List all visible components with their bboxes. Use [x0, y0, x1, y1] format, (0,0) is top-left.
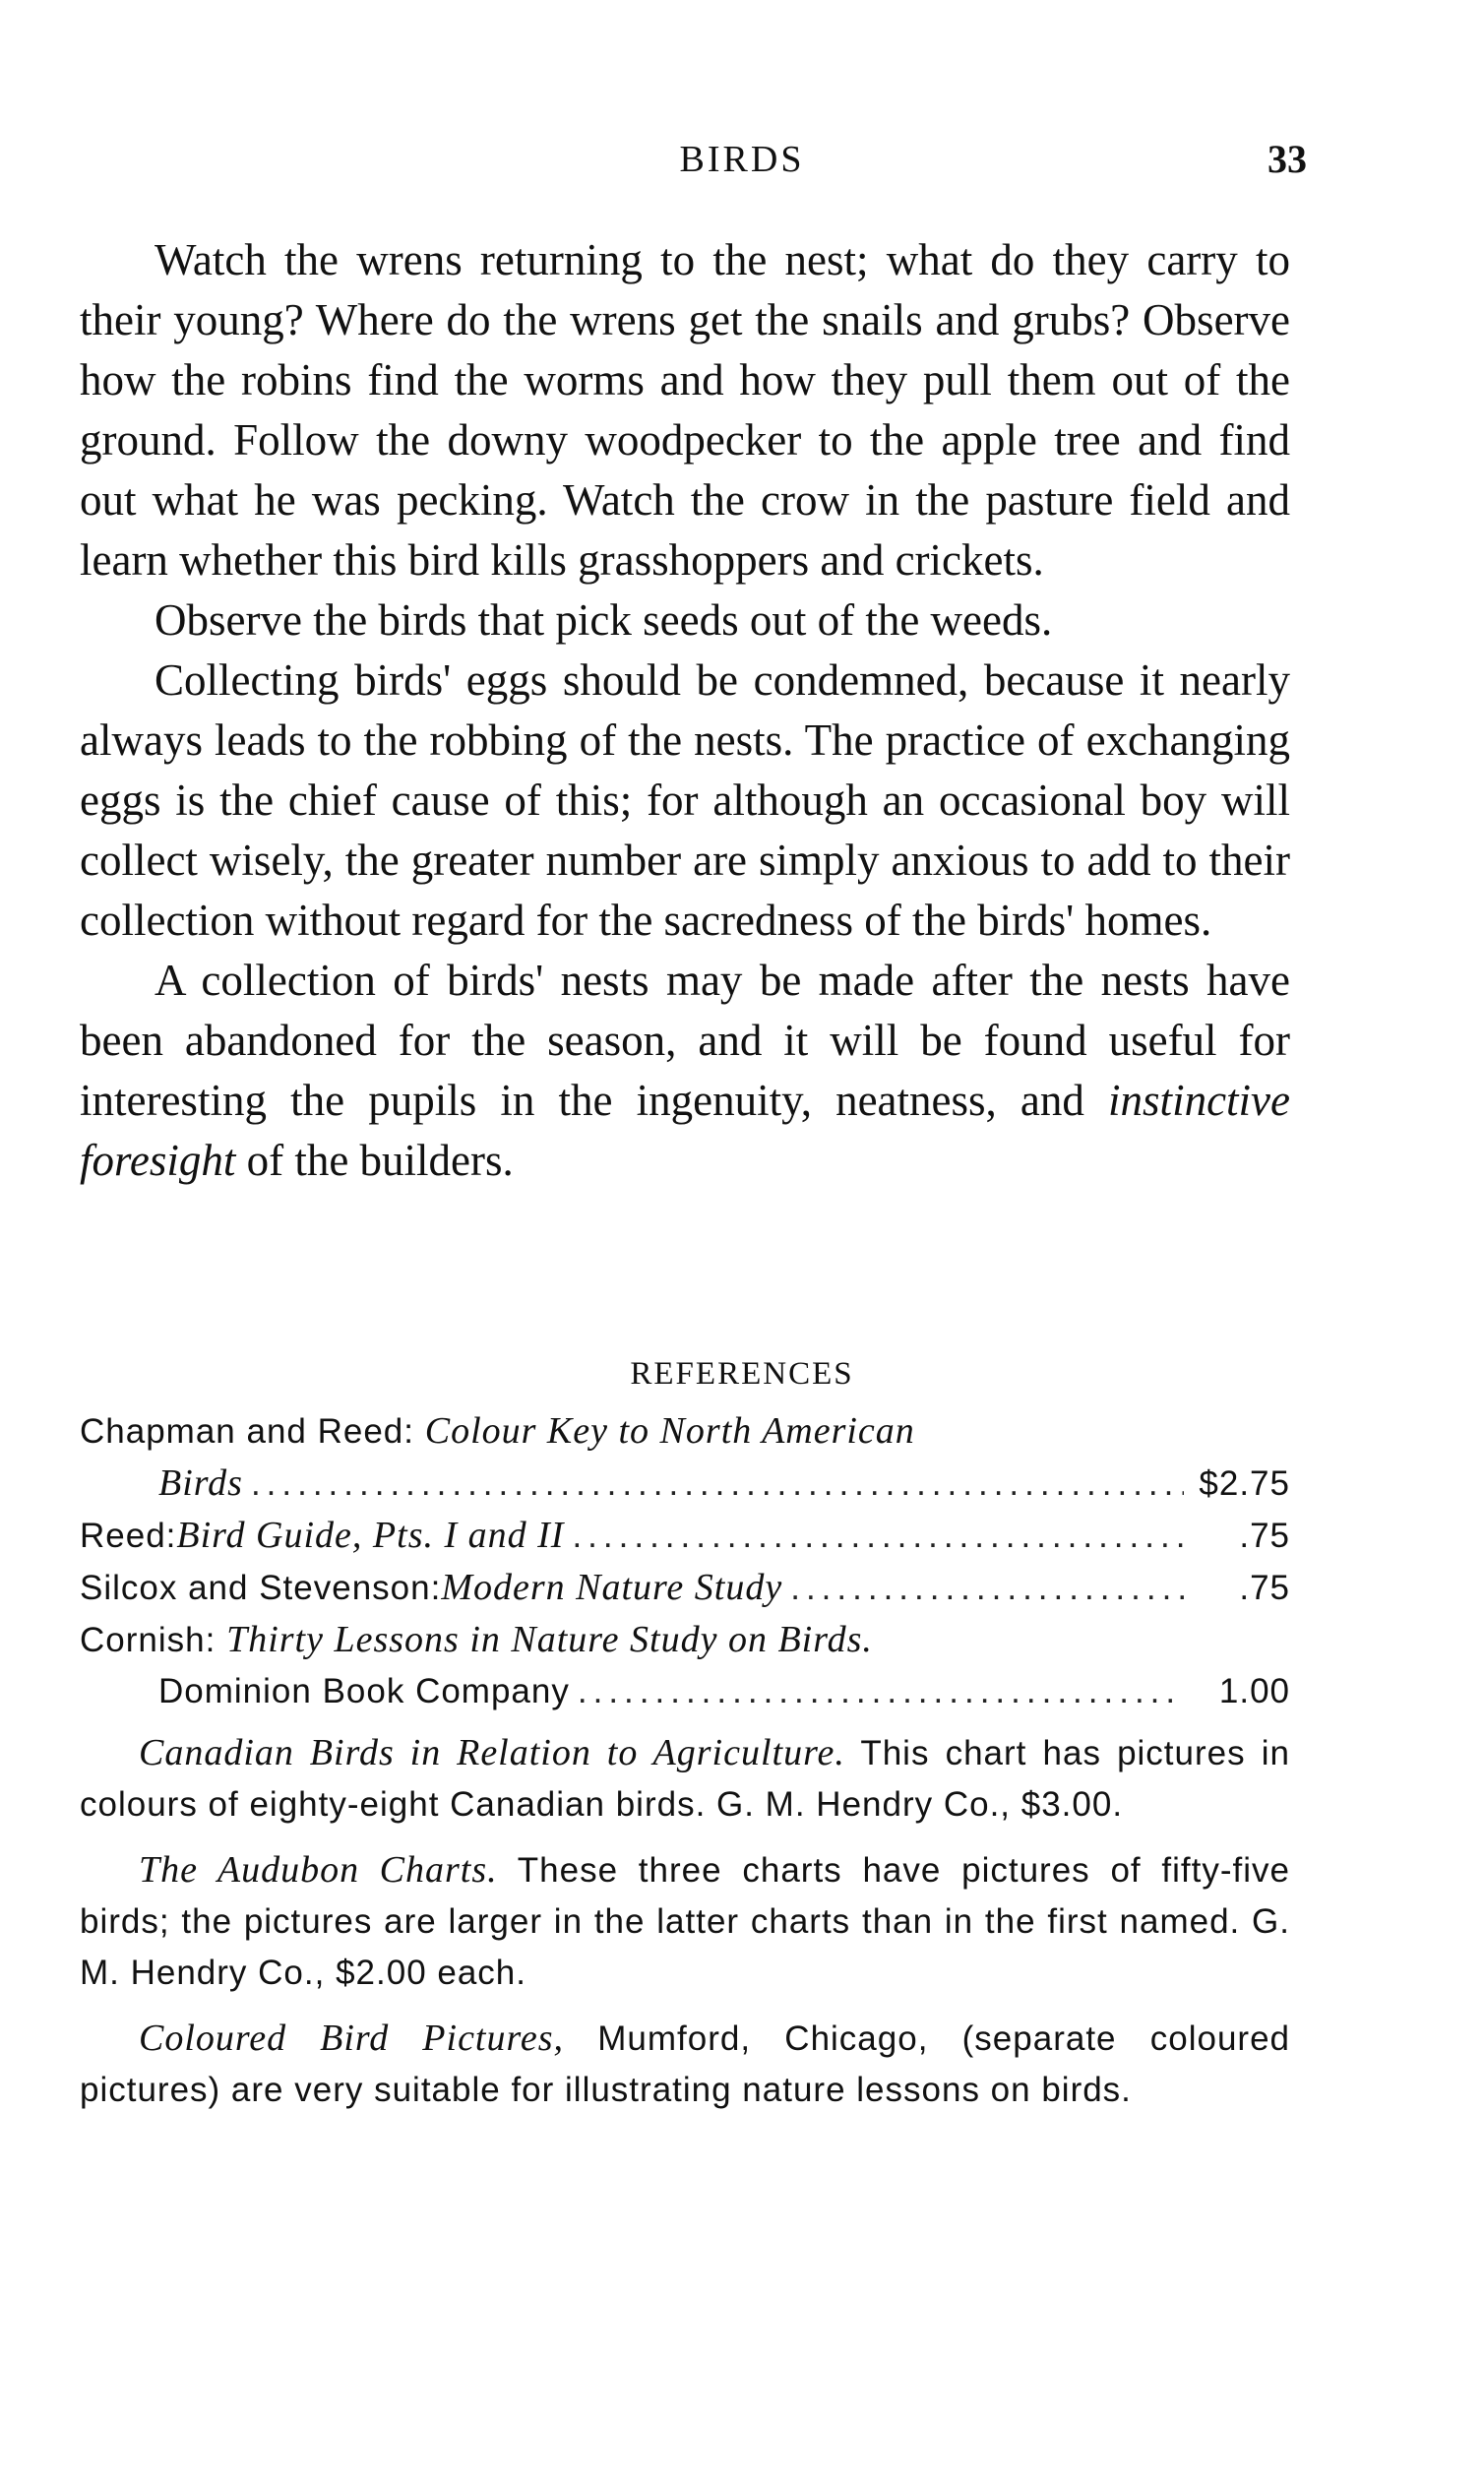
reference-title: Bird Guide, Pts. I and II: [176, 1515, 565, 1556]
reference-line: [80, 1405, 1290, 1458]
reference-item: [80, 1562, 1290, 1614]
reference-line: [80, 1562, 1290, 1614]
reference-price: $2.75: [1199, 1464, 1290, 1503]
reference-item: [80, 1614, 1290, 1717]
paragraph-nests-italic: instinctive foresight: [80, 1076, 1290, 1185]
reference-title: Colour Key to North American: [424, 1410, 915, 1452]
reference-title-cont: Birds: [158, 1462, 243, 1504]
reference-author: Cornish:: [80, 1621, 227, 1659]
body-text: [80, 230, 1290, 1191]
paragraph-eggs: Collecting birds' eggs should be condemned, because it nearly always leads to the robbing of the nests. The practice of exchanging eggs is the chief cause of this; for although an occasional boy will collect wisely, the greater number are simply anxious to add to their collection without regard for the sacredness of the birds' homes.: [80, 655, 1290, 945]
references-heading: REFERENCES: [630, 1356, 854, 1392]
leader-dots: [790, 1563, 1184, 1614]
reference-author: Chapman and Reed:: [80, 1412, 425, 1451]
reference-title: Modern Nature Study: [441, 1567, 783, 1608]
reference-item: [80, 1510, 1290, 1562]
paragraph-seeds: Observe the birds that pick seeds out of the weeds.: [155, 595, 1053, 645]
leader-dots: [578, 1666, 1184, 1717]
paragraph-nests-part1: A collection of birds' nests may be made after the nests have been abandoned for the season, and it will be found useful for interesting the pupils in the ingenuity, neatness, and: [80, 956, 1290, 1125]
reference-author: Silcox and Stevenson:: [80, 1569, 442, 1607]
reference-author: Reed:: [80, 1517, 177, 1555]
references-list: [80, 1405, 1290, 2130]
note-title: Coloured Bird Pictures,: [139, 2018, 565, 2059]
paragraph-nests-part2: of the builders.: [235, 1136, 514, 1185]
reference-note: [80, 1844, 1290, 1999]
reference-line: [80, 1458, 1290, 1510]
reference-note: [80, 1727, 1290, 1831]
leader-dots: [251, 1459, 1184, 1510]
reference-line: [80, 1614, 1290, 1666]
note-text: These three charts have pictures of fifty-five birds; the pictures are larger in the latter charts than in the first named. G. M. Hendry Co., $2.00 each.: [80, 1851, 1290, 1992]
note-title: Canadian Birds in Relation to Agriculture.: [139, 1732, 845, 1773]
reference-price: 1.00: [1218, 1672, 1290, 1710]
reference-item: [80, 1405, 1290, 1510]
reference-price: .75: [1239, 1517, 1290, 1555]
note-title: The Audubon Charts.: [139, 1849, 498, 1891]
reference-line: [80, 1510, 1290, 1562]
note-text: Mumford, Chicago, (separate coloured pictures) are very suitable for illustrating nature lessons on birds.: [80, 2019, 1290, 2109]
reference-note: [80, 2013, 1290, 2116]
reference-price: .75: [1239, 1569, 1290, 1607]
paragraph-wrens: Watch the wrens returning to the nest; what do they carry to their young? Where do the wrens get the snails and grubs? Observe how the robins find the worms and how they pull them out of the ground. Follow the downy woodpecker to the apple tree and find out what he was pecking. Watch the crow in the pasture field and learn whether this bird kills grasshoppers and crickets.: [80, 235, 1290, 585]
page-number: 33: [1268, 137, 1307, 181]
reference-line: [80, 1666, 1290, 1717]
leader-dots: [572, 1511, 1184, 1562]
paragraph-nests: [80, 951, 1290, 1191]
reference-notes: [80, 1727, 1290, 2116]
running-head: BIRDS: [679, 139, 805, 180]
note-text: This chart has pictures in colours of eighty-eight Canadian birds. G. M. Hendry Co., $3.00.: [80, 1734, 1290, 1824]
reference-title: Thirty Lessons in Nature Study on Birds.: [226, 1619, 873, 1660]
reference-publisher: Dominion Book Company: [158, 1672, 570, 1710]
